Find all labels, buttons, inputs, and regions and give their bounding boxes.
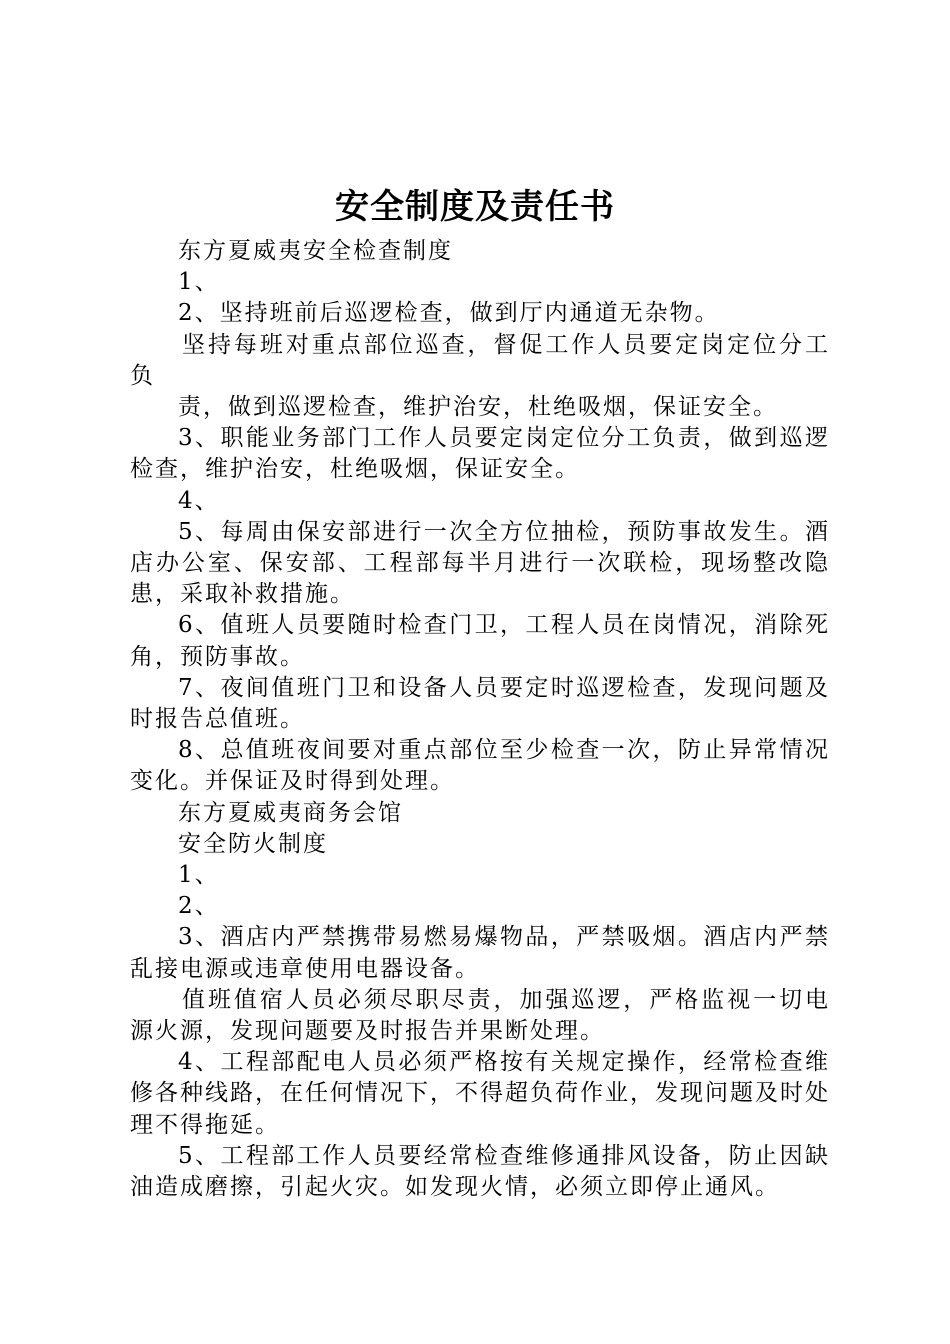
paragraph-17: 值班值宿人员必须尽职尽责，加强巡逻，严格监视一切电源火源，发现问题要及时报告并果断处理。	[130, 986, 830, 1045]
paragraph-4: 坚持每班对重点部位巡查，督促工作人员要定岗定位分工负	[130, 331, 830, 389]
paragraph-9: 6、值班人员要随时检查门卫，工程人员在岗情况，消除死角，预防事故。	[130, 612, 830, 670]
paragraph-11: 8、总值班夜间要对重点部位至少检查一次，防止异常情况变化。并保证及时得到处理。	[130, 737, 830, 795]
paragraph-6: 3、职能业务部门工作人员要定岗定位分工负责，做到巡逻检查，维护治安，杜绝吸烟，保证安全。	[130, 425, 830, 483]
paragraph-13: 安全防火制度	[178, 830, 328, 857]
paragraph-10: 7、夜间值班门卫和设备人员要定时巡逻检查，发现问题及时报告总值班。	[130, 674, 830, 733]
paragraph-5: 责，做到巡逻检查，维护治安，杜绝吸烟，保证安全。	[178, 394, 778, 421]
paragraph-14: 1、	[178, 862, 220, 889]
paragraph-3: 2、坚持班前后巡逻检查，做到厅内通道无杂物。	[178, 300, 720, 327]
document-body	[130, 236, 830, 1203]
paragraph-19: 5、工程部工作人员要经常检查维修通排风设备，防止因缺油造成磨擦，引起火灾。如发现火情，必须立即停止通风。	[130, 1142, 830, 1201]
paragraph-7: 4、	[178, 487, 220, 514]
paragraph-2: 1、	[178, 269, 220, 296]
document-title: 安全制度及责任书	[335, 187, 615, 227]
paragraph-16: 3、酒店内严禁携带易燃易爆物品，严禁吸烟。酒店内严禁乱接电源或违章使用电器设备。	[130, 924, 830, 982]
paragraph-15: 2、	[178, 893, 220, 920]
paragraph-12: 东方夏威夷商务会馆	[178, 799, 403, 826]
paragraph-8: 5、每周由保安部进行一次全方位抽检，预防事故发生。酒店办公室、保安部、工程部每半月进行一次联检，现场整改隐患，采取补救措施。	[130, 518, 830, 608]
paragraph-1: 东方夏威夷安全检查制度	[178, 238, 453, 264]
paragraph-18: 4、工程部配电人员必须严格按有关规定操作，经常检查维修各种线路，在任何情况下，不得超负荷作业，发现问题及时处理不得拖延。	[130, 1049, 830, 1138]
